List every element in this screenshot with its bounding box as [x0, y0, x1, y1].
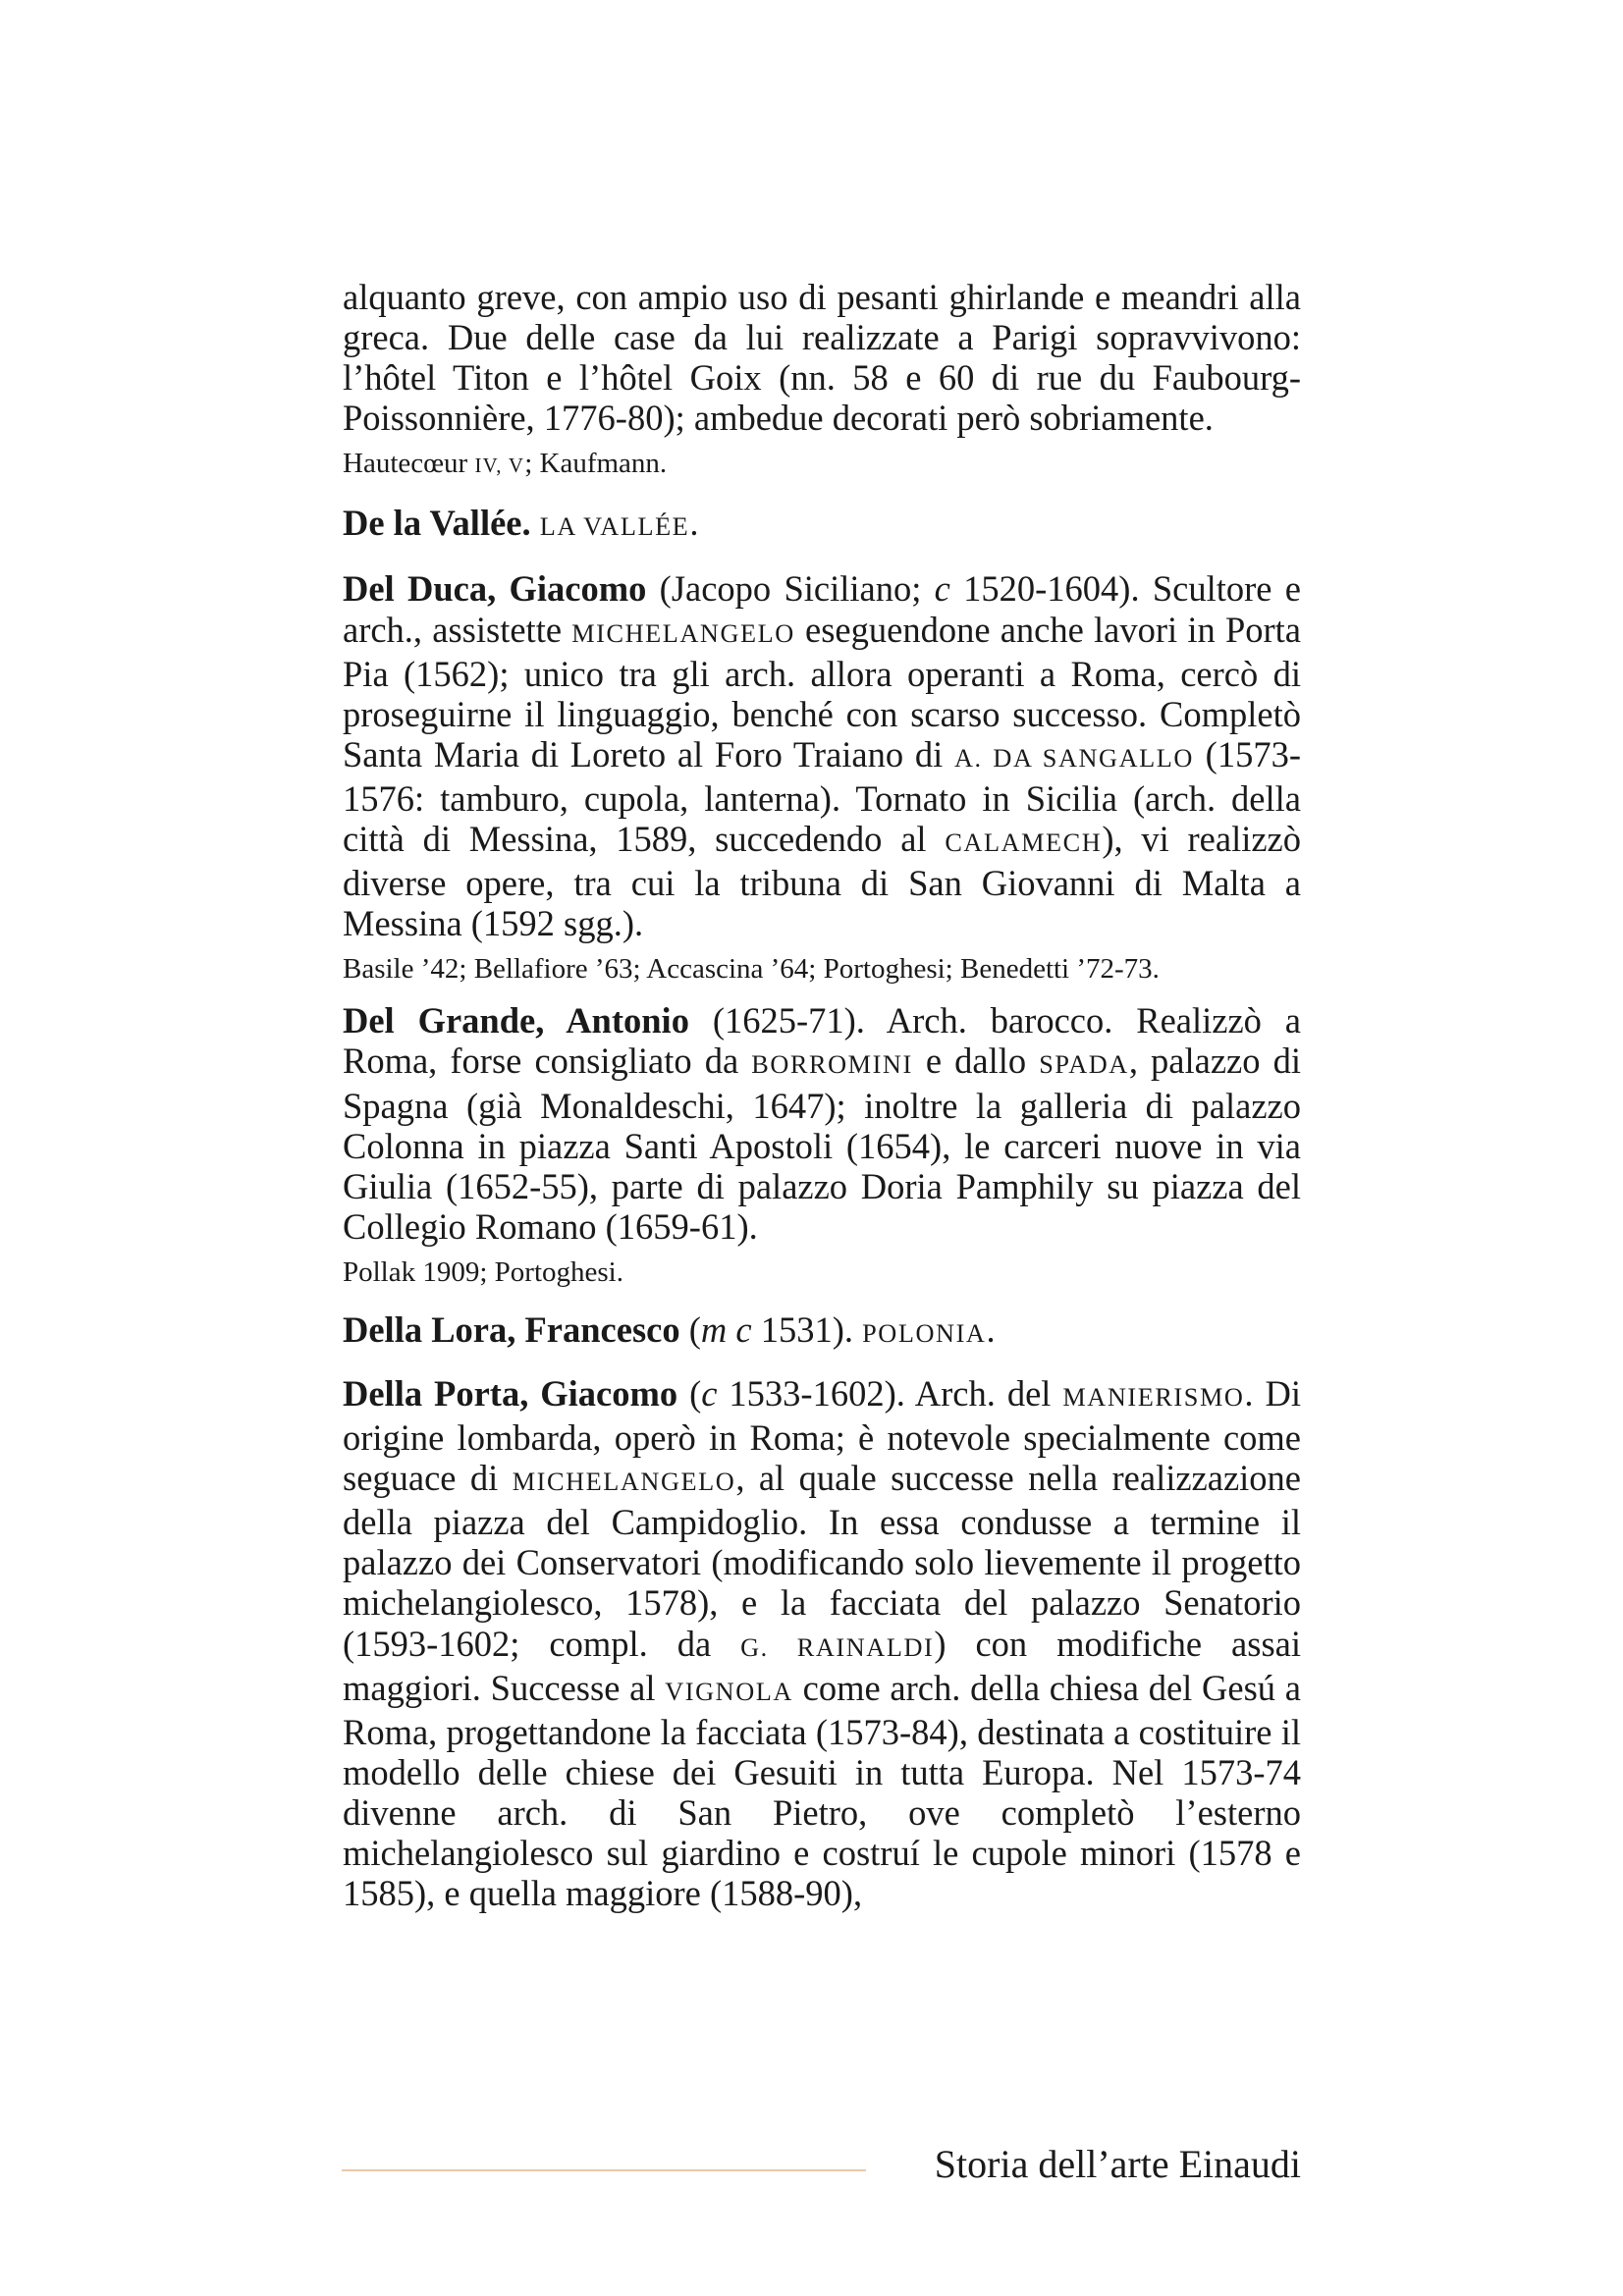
entry-text: (1573-1576: tamburo, cupola, lanterna). Tornato in Sicilia (arch. della città di Messina, 1589, succedendo al [343, 733, 1301, 860]
entry-text: 1520-1604). Scultore e arch., assistette [343, 568, 1301, 650]
continuation-paragraph [343, 277, 1301, 438]
entry-text: 1531). [751, 1308, 863, 1350]
cross-reference[interactable]: POLONIA [862, 1318, 987, 1348]
cross-reference[interactable]: CALAMECH [945, 828, 1103, 858]
entry-text: come arch. della chiesa del Gesú a Roma, progettandone la facciata (1573-84), destinata a costituire il modello delle chiese dei Gesuiti in tutta Europa. Nel 1573-74 divenne arch. di San Pietro, ove completò l’esterno michelangiolesco sul giardino e costruí le cupole minori (1578 e 1585), e quella maggiore (1588-90), [343, 1667, 1301, 1914]
cross-reference[interactable]: MICHELANGELO [571, 618, 795, 648]
cross-reference[interactable]: LA VALLÉE [539, 512, 690, 542]
text-column [343, 277, 1301, 1913]
continuation-bibliography [343, 447, 1301, 483]
entry-headword: Del Duca, Giacomo [343, 568, 647, 610]
entry-della-lora [343, 1309, 1301, 1354]
entry-del-grande [343, 1000, 1301, 1247]
biblio-text: ; Kaufmann. [524, 448, 668, 480]
entry-text: ( [677, 1372, 702, 1414]
biblio-volumes: IV, V [474, 454, 525, 478]
entry-text: (Jacopo Siciliano; [646, 568, 935, 610]
entry-text: , al quale successe nella realizzazione della piazza del Campidoglio. In essa condusse a termine il palazzo dei Conservatori (modificando solo lievemente il progetto michelangiolesco, 1578), e la facciata del palazzo Senatorio (1593-1602; compl. da [343, 1458, 1301, 1664]
entry-headword: Della Porta, Giacomo [343, 1372, 678, 1414]
biblio-text: Hautecœur [343, 448, 475, 480]
entry-text: ) con modifiche assai maggiori. Successe al [343, 1623, 1301, 1708]
entry-headword: Della Lora, Francesco [343, 1308, 680, 1350]
footer-title: Storia dell’arte Einaudi [934, 2142, 1301, 2186]
circa-abbrev: c [934, 568, 950, 610]
entry-bibliography: Basile ’42; Bellafiore ’63; Accascina ’64; Portoghesi; Benedetti ’72-73. [343, 953, 1160, 986]
entry-text: . [689, 503, 699, 544]
circa-abbrev: m c [700, 1308, 752, 1350]
cross-reference[interactable]: BORROMINI [751, 1050, 913, 1080]
entry-text: e dallo [912, 1041, 1040, 1082]
cross-reference[interactable]: A. DA SANGALLO [953, 743, 1194, 773]
entry-del-duca [343, 568, 1301, 943]
entry-text: ), vi realizzò diverse opere, tra cui la tribuna di San Giovanni di Malta a Messina (1592 sgg.). [343, 819, 1301, 944]
cross-reference[interactable]: SPADA [1039, 1050, 1129, 1080]
cross-reference[interactable]: MICHELANGELO [512, 1468, 736, 1497]
entry-text: eseguendone anche lavori in Porta Pia (1562); unico tra gli arch. allora operanti a Roma, cercò di proseguirne il linguaggio, benché con scarso successo. Completò Santa Maria di Loreto al Foro Traiano di [343, 609, 1301, 774]
entry-text: (1625-71). Arch. barocco. Realizzò a Roma, forse consigliato da [343, 1000, 1301, 1082]
entry-headword: Del Grande, Antonio [343, 1000, 689, 1041]
cross-reference[interactable]: VIGNOLA [665, 1677, 793, 1706]
entry-de-la-vallee [343, 503, 1301, 547]
entry-text: 1533-1602). Arch. del [717, 1372, 1063, 1414]
cross-reference[interactable]: MANIERISMO [1062, 1382, 1245, 1412]
entry-headword: De la Vallée. [343, 503, 531, 544]
entry-text: . Di origine lombarda, operò in Roma; è notevole specialmente come seguace di [343, 1372, 1301, 1499]
continuation-text: alquanto greve, con ampio uso di pesanti ghirlande e meandri alla greca. Due delle case da lui realizzate a Parigi sopravvivono: l’hôtel Titon e l’hôtel Goix (nn. 58 e 60 di rue du Faubourg-Poissonnière, 1776-80); ambedue decorati però sobriamente. [343, 277, 1301, 439]
entry-della-porta [343, 1373, 1301, 1913]
circa-abbrev: c [701, 1372, 718, 1414]
entry-text: . [986, 1308, 996, 1350]
cross-reference[interactable]: G. RAINALDI [740, 1632, 935, 1662]
entry-bibliography: Pollak 1909; Portoghesi. [343, 1255, 623, 1288]
entry-text: , palazzo di Spagna (già Monaldeschi, 1647); inoltre la galleria di palazzo Colonna in piazza Santi Apostoli (1654), le carceri nuove in via Giulia (1652-55), parte di palazzo Doria Pamphily su piazza del Collegio Romano (1659-61). [343, 1041, 1301, 1247]
entry-text: ( [679, 1308, 701, 1350]
